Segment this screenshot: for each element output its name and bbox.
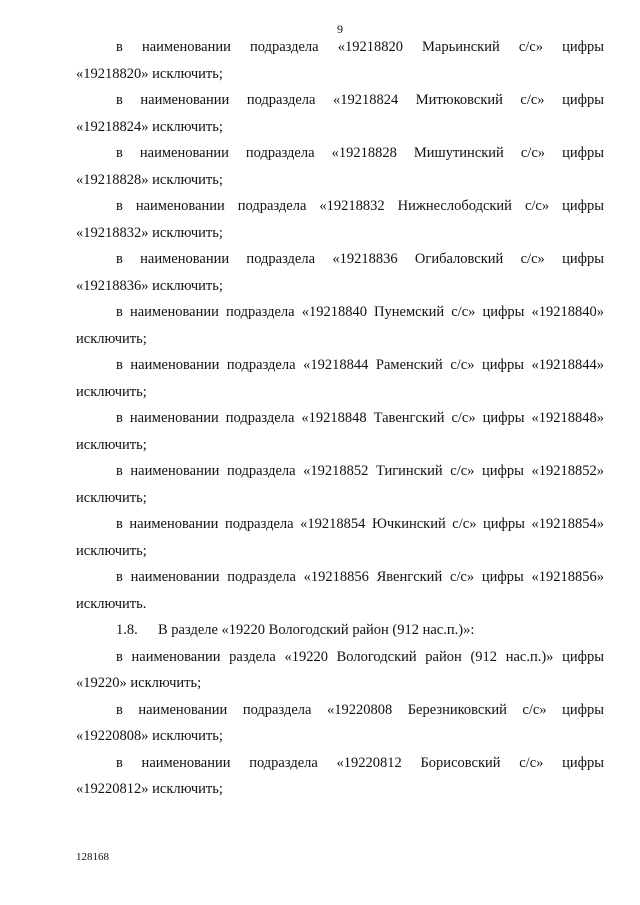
paragraph-line: в наименовании подраздела «19218856 Явенгский с/с» цифры «19218856» bbox=[116, 569, 604, 585]
paragraph-line: исключить; bbox=[76, 383, 147, 400]
paragraph-line: «19218832» исключить; bbox=[76, 224, 223, 241]
paragraph-line: исключить; bbox=[76, 330, 147, 347]
paragraph-line: в наименовании подраздела «19218840 Пунемский с/с» цифры «19218840» bbox=[116, 304, 604, 320]
paragraph-line: в наименовании раздела «19220 Вологодский район (912 нас.п.)» цифры bbox=[116, 648, 604, 665]
paragraph-line: в наименовании подраздела «19218832 Нижнеслободский с/с» цифры bbox=[116, 198, 604, 214]
section-title: В разделе «19220 Вологодский район (912 нас.п.)»: bbox=[158, 622, 475, 638]
paragraph-line: исключить; bbox=[76, 489, 147, 506]
paragraph-8 bbox=[76, 405, 604, 432]
page-number: 9 bbox=[337, 22, 343, 36]
paragraph-line: «19218824» исключить; bbox=[76, 118, 223, 135]
paragraph-2-cont bbox=[76, 114, 604, 141]
section-paragraph-3-cont bbox=[76, 776, 604, 803]
paragraph-line: «19220808» исключить; bbox=[76, 728, 223, 744]
paragraph-4 bbox=[76, 193, 604, 220]
paragraph-2 bbox=[76, 87, 604, 114]
paragraph-line: в наименовании подраздела «19218848 Тавенгский с/с» цифры «19218848» bbox=[116, 410, 604, 426]
section-paragraph-3 bbox=[76, 750, 604, 777]
paragraph-line: в наименовании подраздела «19218836 Огибаловский с/с» цифры bbox=[116, 251, 604, 267]
paragraph-line: «19218820» исключить; bbox=[76, 65, 223, 82]
paragraph-3 bbox=[76, 140, 604, 167]
paragraph-line: в наименовании подраздела «19220812 Борисовский с/с» цифры bbox=[116, 754, 604, 771]
paragraph-line: в наименовании подраздела «19218824 Митюковский с/с» цифры bbox=[116, 92, 604, 108]
section-paragraph-1 bbox=[76, 644, 604, 671]
footer-document-code: 128168 bbox=[76, 851, 109, 863]
paragraph-line: исключить; bbox=[76, 542, 147, 559]
paragraph-5-cont bbox=[76, 273, 604, 300]
paragraph-line: исключить; bbox=[76, 436, 147, 453]
paragraph-7 bbox=[76, 352, 604, 379]
paragraph-line: «19218828» исключить; bbox=[76, 171, 223, 188]
section-number: 1.8. bbox=[116, 622, 138, 638]
paragraph-line: «19220812» исключить; bbox=[76, 781, 223, 797]
paragraph-line: в наименовании подраздела «19218820 Марьинский с/с» цифры bbox=[116, 39, 604, 55]
paragraph-5 bbox=[76, 246, 604, 273]
paragraph-line: в наименовании подраздела «19218852 Тигинский с/с» цифры «19218852» bbox=[116, 463, 604, 479]
document-body bbox=[76, 34, 604, 803]
section-heading bbox=[76, 617, 604, 644]
paragraph-11 bbox=[76, 564, 604, 591]
section-paragraph-2-cont bbox=[76, 723, 604, 750]
paragraph-1-cont bbox=[76, 61, 604, 88]
paragraph-9-cont bbox=[76, 485, 604, 512]
paragraph-8-cont bbox=[76, 432, 604, 459]
paragraph-11-cont bbox=[76, 591, 604, 618]
paragraph-6 bbox=[76, 299, 604, 326]
paragraph-3-cont bbox=[76, 167, 604, 194]
paragraph-line: «19220» исключить; bbox=[76, 675, 202, 691]
paragraph-line: в наименовании подраздела «19220808 Березниковский с/с» цифры bbox=[116, 701, 604, 718]
paragraph-10 bbox=[76, 511, 604, 538]
paragraph-7-cont bbox=[76, 379, 604, 406]
section-paragraph-2 bbox=[76, 697, 604, 724]
paragraph-line: в наименовании подраздела «19218844 Раменский с/с» цифры «19218844» bbox=[116, 357, 604, 373]
paragraph-line: в наименовании подраздела «19218828 Мишутинский с/с» цифры bbox=[116, 145, 604, 161]
section-paragraph-1-cont bbox=[76, 670, 604, 697]
paragraph-line: «19218836» исключить; bbox=[76, 277, 223, 294]
paragraph-6-cont bbox=[76, 326, 604, 353]
paragraph-line: в наименовании подраздела «19218854 Ючкинский с/с» цифры «19218854» bbox=[116, 516, 604, 532]
paragraph-4-cont bbox=[76, 220, 604, 247]
paragraph-1 bbox=[76, 34, 604, 61]
paragraph-9 bbox=[76, 458, 604, 485]
paragraph-line: исключить. bbox=[76, 595, 147, 612]
paragraph-10-cont bbox=[76, 538, 604, 565]
